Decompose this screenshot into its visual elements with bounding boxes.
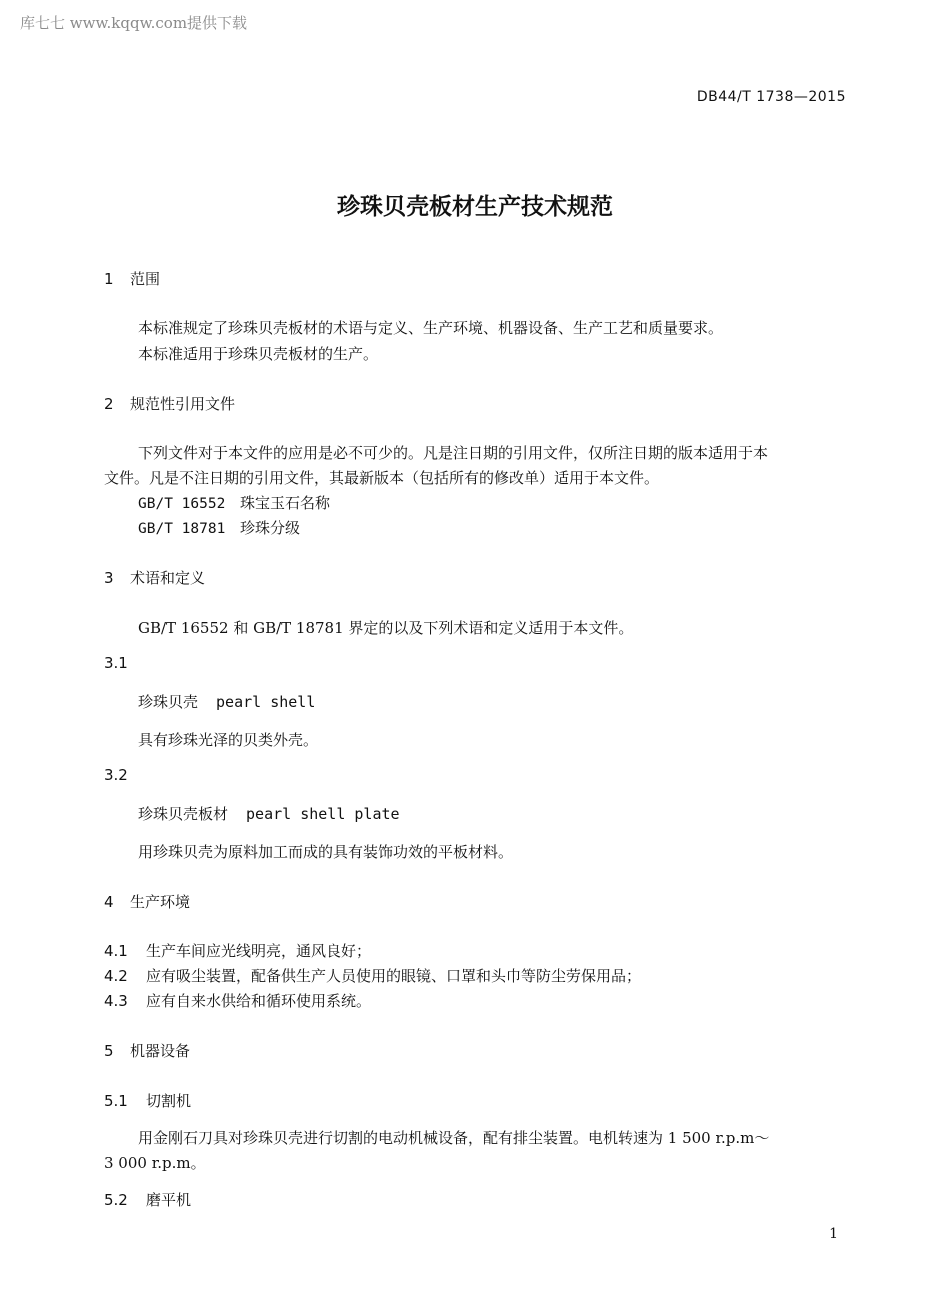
section-5-heading <box>104 1040 190 1061</box>
document-title: 珍珠贝壳板材生产技术规范 <box>337 194 613 220</box>
term-definition: 用珍珠贝壳为原料加工而成的具有装饰功效的平板材料。 <box>138 843 514 861</box>
subsection-title: 切割机 <box>146 1092 192 1110</box>
term-entry <box>138 691 315 712</box>
reference-item <box>138 517 300 538</box>
paragraph-line: 3 000 r.p.m。 <box>104 1154 206 1172</box>
section-number: 3 <box>104 569 114 587</box>
list-item-number: 4.2 <box>104 967 128 985</box>
reference-item <box>138 492 330 513</box>
list-item-text: 生产车间应光线明亮，通风良好； <box>146 942 372 960</box>
section-number: 4 <box>104 893 114 911</box>
list-item <box>104 990 371 1011</box>
paragraph: 本标准规定了珍珠贝壳板材的术语与定义、生产环境、机器设备、生产工艺和质量要求。 <box>138 319 724 337</box>
term-english: pearl shell plate <box>246 805 400 823</box>
subsection-number: 5.2 <box>104 1191 128 1209</box>
term-definition: 具有珍珠光泽的贝类外壳。 <box>138 731 319 749</box>
section-4-heading <box>104 891 190 912</box>
reference-name: 珠宝玉石名称 <box>240 494 331 512</box>
subsection-5-2-heading <box>104 1189 191 1210</box>
list-item <box>104 965 641 986</box>
subsection-title: 磨平机 <box>146 1191 192 1209</box>
paragraph-line: 下列文件对于本文件的应用是必不可少的。凡是注日期的引用文件，仅所注日期的版本适用于本 <box>138 444 769 462</box>
paragraph: GB/T 16552 和 GB/T 18781 界定的以及下列术语和定义适用于本文件。 <box>138 619 634 637</box>
paragraph: 本标准适用于珍珠贝壳板材的生产。 <box>138 345 379 363</box>
list-item-text: 应有吸尘装置，配备供生产人员使用的眼镜、口罩和头巾等防尘劳保用品； <box>146 967 642 985</box>
section-number: 2 <box>104 395 114 413</box>
list-item-text: 应有自来水供给和循环使用系统。 <box>146 992 372 1010</box>
watermark-text: 库七七 www.kqqw.com提供下载 <box>20 14 248 32</box>
section-number: 1 <box>104 270 114 288</box>
section-title: 生产环境 <box>130 893 191 911</box>
subsection-5-1-heading <box>104 1090 191 1111</box>
reference-code: GB/T 16552 <box>138 496 226 512</box>
list-item-number: 4.1 <box>104 942 128 960</box>
reference-code: GB/T 18781 <box>138 521 226 537</box>
term-english: pearl shell <box>216 693 316 711</box>
subsection-number: 5.1 <box>104 1092 128 1110</box>
section-title: 范围 <box>130 270 161 288</box>
section-number: 5 <box>104 1042 114 1060</box>
term-chinese: 珍珠贝壳 <box>138 693 199 711</box>
section-title: 机器设备 <box>130 1042 191 1060</box>
list-item-number: 4.3 <box>104 992 128 1010</box>
section-2-heading <box>104 393 235 414</box>
section-1-heading <box>104 268 160 289</box>
section-title: 术语和定义 <box>130 569 206 587</box>
term-entry <box>138 803 400 824</box>
reference-name: 珍珠分级 <box>240 519 301 537</box>
list-item <box>104 940 371 961</box>
term-number: 3.1 <box>104 654 128 672</box>
page-number: 1 <box>829 1226 838 1242</box>
section-title: 规范性引用文件 <box>130 395 236 413</box>
term-chinese: 珍珠贝壳板材 <box>138 805 229 823</box>
term-number: 3.2 <box>104 766 128 784</box>
paragraph-line: 用金刚石刀具对珍珠贝壳进行切割的电动机械设备，配有排尘装置。电机转速为 1 500 r.p.m～ <box>138 1129 770 1147</box>
paragraph-line: 文件。凡是不注日期的引用文件，其最新版本（包括所有的修改单）适用于本文件。 <box>104 469 660 487</box>
document-number: DB44/T 1738—2015 <box>696 89 846 105</box>
section-3-heading <box>104 567 205 588</box>
